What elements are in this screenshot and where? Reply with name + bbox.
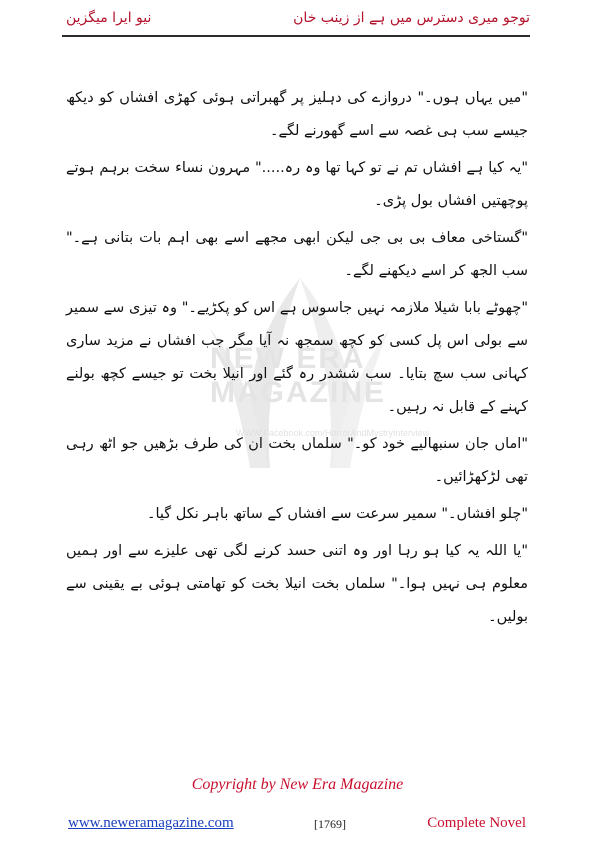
copyright-notice: Copyright by New Era Magazine <box>191 776 404 793</box>
novel-title: توجو میری دسترس میں ہے از زینب خان <box>293 10 530 26</box>
watermark-url: WWW.Facebook.com/HorrorAndMystryInterview <box>236 428 430 438</box>
page-footer <box>62 815 530 835</box>
paragraph: "اماں جان سنبھالیے خود کو۔" سلماں بخت ان کی طرف بڑھیں جو اٹھ رہی تھی لڑکھڑائیں۔ <box>66 436 528 485</box>
category-label: Complete Novel <box>427 815 526 831</box>
paragraph: "چلو افشاں۔" سمیر سرعت سے افشاں کے ساتھ باہر نکل گیا۔ <box>146 506 528 522</box>
website-link[interactable]: www.neweramagazine.com <box>68 815 234 831</box>
paragraph: "چھوٹے بابا شیلا ملازمہ نہیں جاسوس ہے اس کو پکڑیے۔" وہ تیزی سے سمیر سے بولی اس پل کسی کو کچھ سمجھ نہ آیا مگر جب افشاں نے مزید ساری کہانی سب سچ بتایا۔ سب ششدر رہ گئے اور انیلا بخت تو جیسے کچھ بولنے کہنے کے قابل نہ رہیں۔ <box>66 300 528 415</box>
watermark-text: NEW ERA MAGAZINE <box>210 342 386 409</box>
magazine-name: نیو ایرا میگزین <box>66 10 152 26</box>
paragraph: "میں یہاں ہوں۔" دروازے کی دہلیز پر گھبراتی ہوئی کھڑی افشاں کو دیکھ جیسے سب ہی غصہ سے اسے گھورنے لگے۔ <box>66 90 528 139</box>
paragraph: "گستاخی معاف بی بی جی لیکن ابھی مجھے اسے بھی اہم بات بتانی ہے۔" سب الجھ کر اسے دیکھنے لگے۔ <box>66 230 528 279</box>
paragraph: "یہ کیا ہے افشاں تم نے تو کہا تھا وہ رہ....." مہرون نساء سخت برہم ہوتے پوچھتیں افشاں بول پڑی۔ <box>66 160 528 209</box>
story-body <box>66 82 528 638</box>
paragraph: "یا اللہ یہ کیا ہو رہا اور وہ اتنی حسد کرنے لگی تھی علیزے سے اور ہمیں معلوم ہی نہیں ہوا۔" سلماں بخت انیلا بخت کو تھامتی ہوئی بے یقینی سے بولیں۔ <box>66 543 528 625</box>
page-number: [1769] <box>314 817 346 831</box>
header-divider <box>62 35 530 37</box>
page-header <box>62 10 530 34</box>
